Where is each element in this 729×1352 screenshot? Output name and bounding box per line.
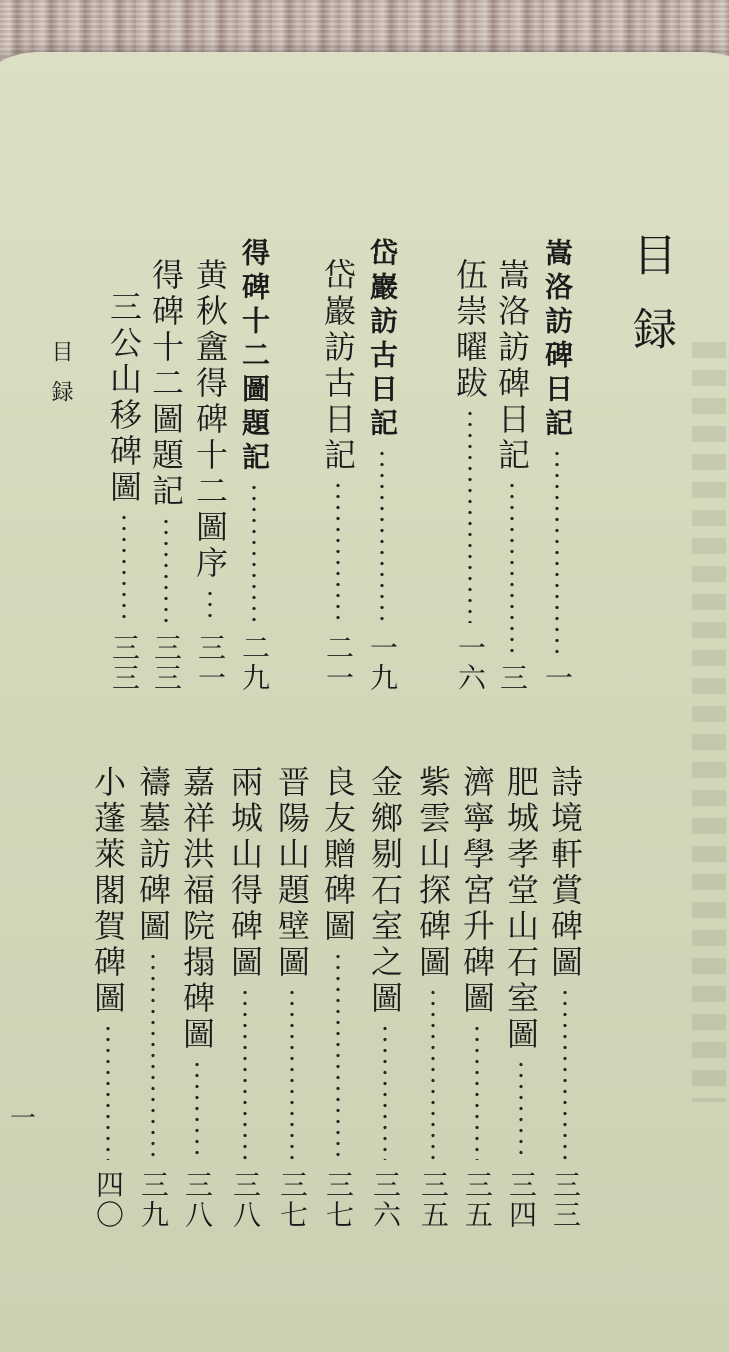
toc-entry-top-0 bbox=[537, 238, 577, 693]
toc-entry-top-6 bbox=[190, 258, 230, 693]
leader-dots bbox=[150, 951, 156, 1160]
toc-entry-bottom-9 bbox=[133, 765, 173, 1230]
toc-entry-title: 兩城山得碑圖 bbox=[226, 765, 264, 981]
toc-entry-page: 三七 bbox=[276, 1170, 309, 1230]
toc-entry-title: 禱墓訪碑圖 bbox=[134, 765, 172, 945]
toc-entry-page: 三九 bbox=[137, 1170, 170, 1230]
toc-entry-page: 三一 bbox=[194, 633, 227, 693]
toc-entry-top-7 bbox=[146, 258, 186, 693]
toc-entry-top-1 bbox=[492, 258, 532, 693]
leader-dots bbox=[105, 1023, 111, 1160]
toc-entry-bottom-2 bbox=[457, 765, 497, 1230]
toc-entry-title: 小蓬萊閣賀碑圖 bbox=[89, 765, 127, 1017]
leader-dots bbox=[163, 516, 169, 623]
toc-entry-page: 三五 bbox=[461, 1170, 494, 1230]
toc-entry-top-5 bbox=[234, 238, 274, 693]
toc-entry-title: 詩境軒賞碑圖 bbox=[546, 765, 584, 981]
page-number: 一 bbox=[10, 1104, 37, 1134]
toc-entry-top-2 bbox=[450, 258, 490, 693]
toc-entry-page: 二一 bbox=[322, 633, 355, 693]
leader-dots bbox=[509, 480, 515, 653]
toc-entry-top-4 bbox=[318, 258, 358, 693]
leader-dots bbox=[562, 987, 568, 1160]
toc-entry-page: 二九 bbox=[238, 633, 271, 693]
toc-entry-title: 伍崇曜跋 bbox=[451, 258, 489, 402]
toc-entry-title: 嵩洛訪碑日記 bbox=[493, 258, 531, 474]
toc-entry-page: 四〇 bbox=[92, 1170, 125, 1230]
leader-dots bbox=[430, 987, 436, 1160]
toc-entry-title: 嘉祥洪福院搨碑圖 bbox=[178, 765, 216, 1053]
toc-entry-title: 得碑十二圖題記 bbox=[147, 258, 185, 510]
toc-entry-title: 良友贈碑圖 bbox=[319, 765, 357, 945]
leader-dots bbox=[251, 482, 257, 623]
toc-entry-title: 紫雲山探碑圖 bbox=[414, 765, 452, 981]
running-head: 目録 bbox=[48, 340, 73, 420]
toc-entry-page: 三三 bbox=[549, 1170, 582, 1230]
toc-entry-bottom-6 bbox=[272, 765, 312, 1230]
toc-entry-title: 岱巖訪古日記 bbox=[319, 258, 357, 474]
leader-dots bbox=[194, 1059, 200, 1160]
toc-entry-page: 三 bbox=[496, 663, 529, 693]
toc-entry-title: 嵩洛訪碑日記 bbox=[541, 238, 574, 442]
toc-entry-page: 一六 bbox=[454, 633, 487, 693]
page-title: 目録 bbox=[625, 232, 676, 380]
leader-dots bbox=[518, 1059, 524, 1160]
toc-entry-bottom-10 bbox=[88, 765, 128, 1230]
toc-entry-page: 三六 bbox=[369, 1170, 402, 1230]
toc-entry-title: 金鄉剔石室之圖 bbox=[366, 765, 404, 1017]
toc-entry-bottom-3 bbox=[413, 765, 453, 1230]
toc-entry-title: 肥城孝堂山石室圖 bbox=[502, 765, 540, 1053]
leader-dots bbox=[121, 512, 127, 623]
leader-dots bbox=[335, 951, 341, 1160]
show-through-text bbox=[692, 342, 726, 1102]
toc-entry-title: 得碑十二圖題記 bbox=[238, 238, 271, 476]
toc-entry-bottom-7 bbox=[225, 765, 265, 1230]
leader-dots bbox=[289, 987, 295, 1160]
toc-entry-title: 岱巖訪古日記 bbox=[366, 238, 399, 442]
toc-entry-title: 濟寧學宮升碑圖 bbox=[458, 765, 496, 1017]
leader-dots bbox=[554, 448, 560, 653]
toc-entry-page: 三五 bbox=[417, 1170, 450, 1230]
toc-entry-page: 一九 bbox=[366, 633, 399, 693]
toc-entry-page: 一 bbox=[541, 663, 574, 693]
toc-entry-title: 黄秋盦得碑十二圖序 bbox=[191, 258, 229, 582]
leader-dots bbox=[335, 480, 341, 623]
toc-entry-page: 三四 bbox=[505, 1170, 538, 1230]
toc-entry-top-8 bbox=[104, 290, 144, 693]
toc-entry-title: 三公山移碑圖 bbox=[105, 290, 143, 506]
leader-dots bbox=[207, 588, 213, 623]
toc-entry-page: 三三 bbox=[108, 633, 141, 693]
toc-entry-bottom-0 bbox=[545, 765, 585, 1230]
toc-entry-page: 三七 bbox=[322, 1170, 355, 1230]
toc-entry-bottom-4 bbox=[365, 765, 405, 1230]
leader-dots bbox=[242, 987, 248, 1160]
toc-entry-bottom-5 bbox=[318, 765, 358, 1230]
toc-entry-top-3 bbox=[362, 238, 402, 693]
leader-dots bbox=[379, 448, 385, 623]
toc-entry-title: 晋陽山題壁圖 bbox=[273, 765, 311, 981]
toc-entry-page: 三八 bbox=[229, 1170, 262, 1230]
leader-dots bbox=[474, 1023, 480, 1160]
toc-entry-page: 三三 bbox=[150, 633, 183, 693]
toc-entry-page: 三八 bbox=[181, 1170, 214, 1230]
toc-entry-bottom-1 bbox=[501, 765, 541, 1230]
toc-entry-bottom-8 bbox=[177, 765, 217, 1230]
leader-dots bbox=[467, 408, 473, 623]
leader-dots bbox=[382, 1023, 388, 1160]
